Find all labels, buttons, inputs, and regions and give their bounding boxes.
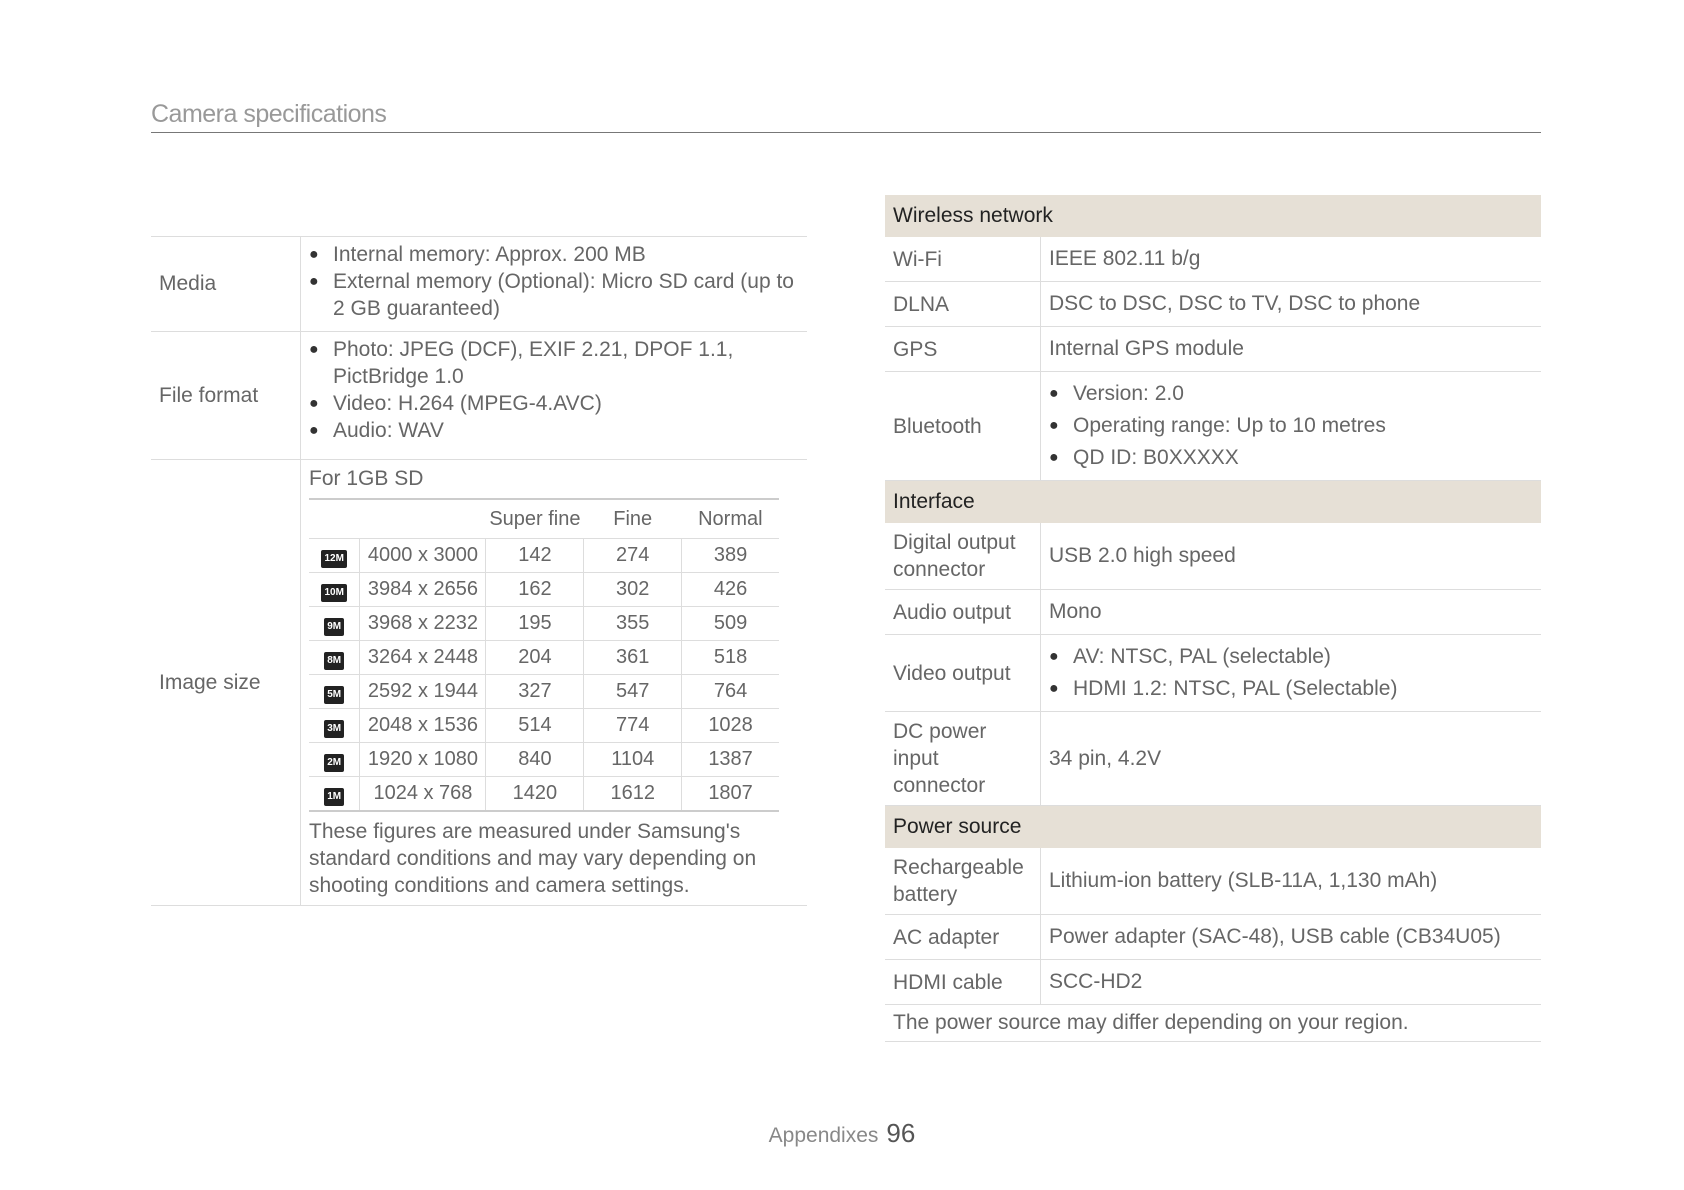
resolution-cell: 4000 x 3000 (360, 539, 486, 573)
resolution-icon: 5M (324, 686, 344, 704)
file-format-label: File format (151, 332, 301, 459)
resolution-cell: 3968 x 2232 (360, 607, 486, 641)
hdmi-cable-label: HDMI cable (885, 960, 1041, 1004)
value-cell: 1028 (682, 709, 779, 743)
value-cell: 142 (486, 539, 584, 573)
resolution-cell: 1920 x 1080 (360, 743, 486, 777)
battery-value: Lithium-ion battery (SLB-11A, 1,130 mAh) (1049, 869, 1438, 892)
value-cell: 361 (584, 641, 682, 675)
page-title: Camera specifications (151, 100, 387, 128)
resolution-cell: 3264 x 2448 (360, 641, 486, 675)
value-cell: 274 (584, 539, 682, 573)
ac-adapter-value: Power adapter (SAC-48), USB cable (CB34U05) (1049, 925, 1501, 948)
bluetooth-values (1041, 372, 1541, 480)
value-cell: 195 (486, 607, 584, 641)
right-spec-table (885, 195, 1541, 1042)
value-cell: 774 (584, 709, 682, 743)
section-header-wireless: Wireless network (885, 195, 1541, 237)
image-size-caption: For 1GB SD (309, 467, 424, 490)
left-spec-table (151, 236, 807, 906)
gps-label: GPS (885, 327, 1041, 371)
wifi-value: IEEE 802.11 b/g (1049, 247, 1201, 270)
table-row (309, 675, 779, 709)
ac-adapter-label: AC adapter (885, 915, 1041, 959)
list-item: ● HDMI 1.2: NTSC, PAL (Selectable) (1049, 677, 1398, 700)
image-size-row (151, 460, 807, 906)
value-cell: 518 (682, 641, 779, 675)
resolution-icon: 12M (321, 550, 346, 568)
video-output-label: Video output (885, 635, 1041, 711)
page-footer (0, 1118, 1684, 1149)
ac-adapter-row (885, 915, 1541, 960)
title-rule (151, 132, 1541, 133)
table-row (309, 573, 779, 607)
value-cell: 204 (486, 641, 584, 675)
battery-label: Rechargeable battery (885, 848, 1041, 914)
video-output-values (1041, 635, 1541, 711)
gps-value: Internal GPS module (1049, 337, 1244, 360)
resolution-icon: 8M (324, 652, 344, 670)
table-row (309, 641, 779, 675)
resolution-icon: 2M (324, 754, 344, 772)
digital-output-value: USB 2.0 high speed (1049, 544, 1236, 567)
list-item: ● Audio: WAV (309, 419, 444, 442)
value-cell: 162 (486, 573, 584, 607)
value-cell: 1807 (682, 777, 779, 812)
image-size-values (301, 460, 807, 905)
value-cell: 509 (682, 607, 779, 641)
value-cell: 1387 (682, 743, 779, 777)
dlna-label: DLNA (885, 282, 1041, 326)
page-number: 96 (886, 1118, 916, 1148)
list-item: ● Operating range: Up to 10 metres (1049, 414, 1386, 437)
table-row (309, 539, 779, 573)
file-format-row (151, 332, 807, 460)
image-size-label: Image size (151, 460, 301, 905)
battery-row (885, 848, 1541, 915)
value-cell: 547 (584, 675, 682, 709)
column-header: Super fine (486, 499, 584, 539)
list-item: ● Version: 2.0 (1049, 382, 1184, 405)
dc-input-row (885, 712, 1541, 806)
value-cell: 355 (584, 607, 682, 641)
audio-output-value: Mono (1049, 600, 1102, 623)
list-item: ● Video: H.264 (MPEG-4.AVC) (309, 392, 602, 415)
audio-output-label: Audio output (885, 590, 1041, 634)
media-values (301, 237, 807, 331)
list-item: ● Internal memory: Approx. 200 MB (309, 243, 646, 266)
audio-output-row (885, 590, 1541, 635)
section-header-interface: Interface (885, 481, 1541, 523)
resolution-icon: 10M (321, 584, 346, 602)
media-row (151, 236, 807, 332)
resolution-cell: 3984 x 2656 (360, 573, 486, 607)
value-cell: 514 (486, 709, 584, 743)
bluetooth-label: Bluetooth (885, 372, 1041, 480)
resolution-cell: 1024 x 768 (360, 777, 486, 812)
value-cell: 426 (682, 573, 779, 607)
value-cell: 302 (584, 573, 682, 607)
power-note: The power source may differ depending on your region. (885, 1005, 1541, 1042)
table-row (309, 607, 779, 641)
list-item: ● External memory (Optional): Micro SD card (up to 2 GB guaranteed) (309, 270, 794, 320)
hdmi-cable-value: SCC-HD2 (1049, 970, 1143, 993)
resolution-icon: 1M (324, 788, 344, 806)
table-row (309, 709, 779, 743)
value-cell: 327 (486, 675, 584, 709)
column-header: Fine (584, 499, 682, 539)
list-item: ● AV: NTSC, PAL (selectable) (1049, 645, 1331, 668)
table-row (309, 743, 779, 777)
digital-output-label: Digital output connector (885, 523, 1041, 589)
resolution-icon: 9M (324, 618, 344, 636)
list-item: ● QD ID: B0XXXXX (1049, 446, 1239, 469)
dlna-value: DSC to DSC, DSC to TV, DSC to phone (1049, 292, 1421, 315)
dc-input-value: 34 pin, 4.2V (1049, 746, 1162, 770)
media-label: Media (151, 237, 301, 331)
value-cell: 764 (682, 675, 779, 709)
table-header-row (309, 499, 779, 539)
value-cell: 389 (682, 539, 779, 573)
section-header-power: Power source (885, 806, 1541, 848)
table-row (309, 777, 779, 812)
value-cell: 1420 (486, 777, 584, 812)
digital-output-row (885, 523, 1541, 590)
wifi-row (885, 237, 1541, 282)
resolution-cell: 2048 x 1536 (360, 709, 486, 743)
list-item: ● Photo: JPEG (DCF), EXIF 2.21, DPOF 1.1, PictBridge 1.0 (309, 338, 734, 388)
hdmi-cable-row (885, 960, 1541, 1005)
gps-row (885, 327, 1541, 372)
column-header: Normal (682, 499, 779, 539)
resolution-cell: 2592 x 1944 (360, 675, 486, 709)
video-output-row (885, 635, 1541, 712)
value-cell: 1104 (584, 743, 682, 777)
wifi-label: Wi-Fi (885, 237, 1041, 281)
dc-input-label: DC power input connector (885, 712, 1041, 805)
bluetooth-row (885, 372, 1541, 481)
footer-section: Appendixes (768, 1124, 879, 1147)
image-size-note: These figures are measured under Samsung's standard conditions and may vary depending on shooting conditions and camera settings. (309, 820, 757, 897)
resolution-icon: 3M (324, 720, 344, 738)
file-format-values (301, 332, 807, 459)
image-size-table (309, 498, 779, 812)
value-cell: 1612 (584, 777, 682, 812)
dlna-row (885, 282, 1541, 327)
value-cell: 840 (486, 743, 584, 777)
